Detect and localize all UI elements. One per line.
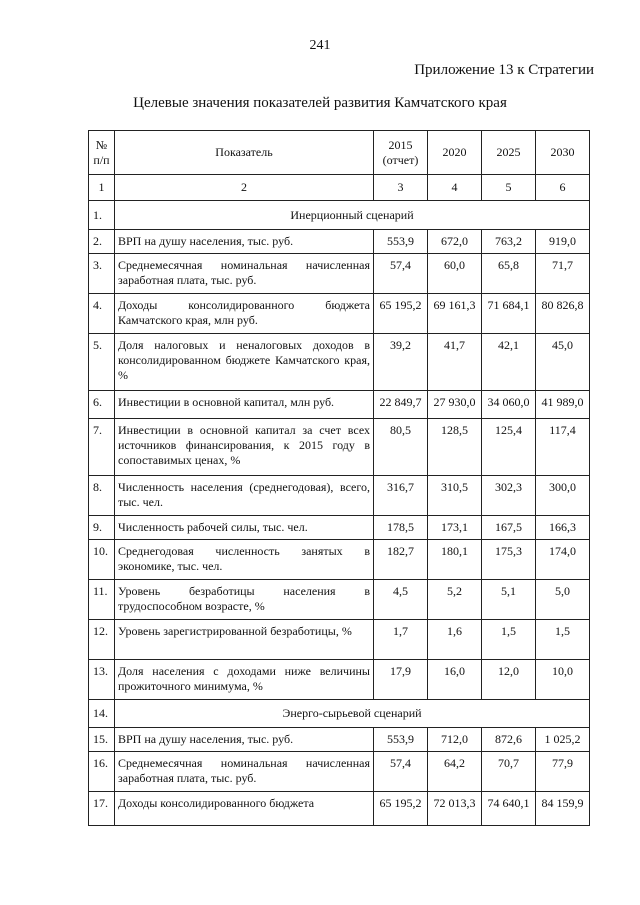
- value-cell: 180,1: [428, 540, 482, 580]
- indicator-label: Уровень зарегистрированной безработицы, %: [115, 620, 374, 660]
- header-2025: 2025: [482, 131, 536, 175]
- value-cell: 65 195,2: [374, 294, 428, 334]
- table-header-row: [89, 131, 590, 175]
- value-cell: 34 060,0: [482, 391, 536, 419]
- row-number: 7.: [89, 419, 115, 476]
- indicator-label: Доходы консолидированного бюджета: [115, 792, 374, 826]
- value-cell: 64,2: [428, 752, 482, 792]
- column-number: 1: [89, 175, 115, 201]
- value-cell: 65,8: [482, 254, 536, 294]
- value-cell: 71 684,1: [482, 294, 536, 334]
- value-cell: 65 195,2: [374, 792, 428, 826]
- value-cell: 4,5: [374, 580, 428, 620]
- value-cell: 80,5: [374, 419, 428, 476]
- value-cell: 74 640,1: [482, 792, 536, 826]
- value-cell: 5,0: [536, 580, 590, 620]
- indicator-label: Численность населения (среднегодовая), всего, тыс. чел.: [115, 476, 374, 516]
- row-number: 12.: [89, 620, 115, 660]
- value-cell: 316,7: [374, 476, 428, 516]
- value-cell: 77,9: [536, 752, 590, 792]
- indicator-label: Доходы консолидированного бюджета Камчатского края, млн руб.: [115, 294, 374, 334]
- value-cell: 41,7: [428, 334, 482, 391]
- value-cell: 5,1: [482, 580, 536, 620]
- table-row: [89, 391, 590, 419]
- table-row: [89, 580, 590, 620]
- indicator-label: Уровень безработицы населения в трудоспособном возрасте, %: [115, 580, 374, 620]
- value-cell: 69 161,3: [428, 294, 482, 334]
- value-cell: 60,0: [428, 254, 482, 294]
- header-2015: 2015 (отчет): [374, 131, 428, 175]
- table-row: [89, 620, 590, 660]
- value-cell: 17,9: [374, 660, 428, 700]
- table-row: [89, 752, 590, 792]
- indicator-label: ВРП на душу населения, тыс. руб.: [115, 230, 374, 254]
- row-number: 8.: [89, 476, 115, 516]
- value-cell: 16,0: [428, 660, 482, 700]
- value-cell: 174,0: [536, 540, 590, 580]
- indicator-label: Доля населения с доходами ниже величины прожиточного минимума, %: [115, 660, 374, 700]
- indicator-label: Инвестиции в основной капитал за счет всех источников финансирования, к 2015 году в сопоставимых ценах, %: [115, 419, 374, 476]
- value-cell: 71,7: [536, 254, 590, 294]
- value-cell: 310,5: [428, 476, 482, 516]
- column-number-row: [89, 175, 590, 201]
- row-number: 14.: [89, 700, 115, 728]
- value-cell: 1 025,2: [536, 728, 590, 752]
- value-cell: 22 849,7: [374, 391, 428, 419]
- column-number: 2: [115, 175, 374, 201]
- row-number: 11.: [89, 580, 115, 620]
- table-row: [89, 334, 590, 391]
- table-row: [89, 728, 590, 752]
- value-cell: 125,4: [482, 419, 536, 476]
- value-cell: 70,7: [482, 752, 536, 792]
- value-cell: 1,7: [374, 620, 428, 660]
- value-cell: 872,6: [482, 728, 536, 752]
- header-2020: 2020: [428, 131, 482, 175]
- indicator-label: Инвестиции в основной капитал, млн руб.: [115, 391, 374, 419]
- appendix-label: Приложение 13 к Стратегии: [414, 62, 594, 78]
- row-number: 13.: [89, 660, 115, 700]
- value-cell: 45,0: [536, 334, 590, 391]
- value-cell: 1,5: [482, 620, 536, 660]
- indicator-label: Среднемесячная номинальная начисленная заработная плата, тыс. руб.: [115, 254, 374, 294]
- value-cell: 84 159,9: [536, 792, 590, 826]
- table-row: [89, 540, 590, 580]
- value-cell: 1,5: [536, 620, 590, 660]
- value-cell: 919,0: [536, 230, 590, 254]
- value-cell: 553,9: [374, 728, 428, 752]
- row-number: 16.: [89, 752, 115, 792]
- value-cell: 182,7: [374, 540, 428, 580]
- value-cell: 300,0: [536, 476, 590, 516]
- value-cell: 553,9: [374, 230, 428, 254]
- indicators-table: [88, 130, 590, 826]
- column-number: 4: [428, 175, 482, 201]
- column-number: 3: [374, 175, 428, 201]
- value-cell: 57,4: [374, 752, 428, 792]
- section-title: Энерго-сырьевой сценарий: [115, 700, 590, 728]
- value-cell: 167,5: [482, 516, 536, 540]
- row-number: 4.: [89, 294, 115, 334]
- page-number: 241: [309, 38, 331, 53]
- table-row: [89, 516, 590, 540]
- table-row: [89, 476, 590, 516]
- table-row: [89, 660, 590, 700]
- indicator-label: Среднегодовая численность занятых в экономике, тыс. чел.: [115, 540, 374, 580]
- row-number: 5.: [89, 334, 115, 391]
- value-cell: 166,3: [536, 516, 590, 540]
- value-cell: 57,4: [374, 254, 428, 294]
- value-cell: 1,6: [428, 620, 482, 660]
- row-number: 10.: [89, 540, 115, 580]
- row-number: 6.: [89, 391, 115, 419]
- value-cell: 72 013,3: [428, 792, 482, 826]
- value-cell: 12,0: [482, 660, 536, 700]
- row-number: 3.: [89, 254, 115, 294]
- column-number: 5: [482, 175, 536, 201]
- row-number: 15.: [89, 728, 115, 752]
- value-cell: 763,2: [482, 230, 536, 254]
- value-cell: 10,0: [536, 660, 590, 700]
- table-row: [89, 294, 590, 334]
- value-cell: 117,4: [536, 419, 590, 476]
- document-title: Целевые значения показателей развития Камчатского края: [133, 95, 507, 111]
- value-cell: 27 930,0: [428, 391, 482, 419]
- column-number: 6: [536, 175, 590, 201]
- section-row: [89, 700, 590, 728]
- indicator-label: Численность рабочей силы, тыс. чел.: [115, 516, 374, 540]
- header-indicator: Показатель: [115, 131, 374, 175]
- value-cell: 128,5: [428, 419, 482, 476]
- value-cell: 39,2: [374, 334, 428, 391]
- value-cell: 80 826,8: [536, 294, 590, 334]
- table-row: [89, 230, 590, 254]
- section-title: Инерционный сценарий: [115, 201, 590, 230]
- value-cell: 41 989,0: [536, 391, 590, 419]
- table-row: [89, 792, 590, 826]
- value-cell: 178,5: [374, 516, 428, 540]
- value-cell: 712,0: [428, 728, 482, 752]
- row-number: 9.: [89, 516, 115, 540]
- row-number: 17.: [89, 792, 115, 826]
- value-cell: 173,1: [428, 516, 482, 540]
- header-no: № п/п: [89, 131, 115, 175]
- section-row: [89, 201, 590, 230]
- indicator-label: Среднемесячная номинальная начисленная заработная плата, тыс. руб.: [115, 752, 374, 792]
- table-row: [89, 419, 590, 476]
- value-cell: 5,2: [428, 580, 482, 620]
- value-cell: 175,3: [482, 540, 536, 580]
- indicator-label: Доля налоговых и неналоговых доходов в консолидированном бюджете Камчатского края, %: [115, 334, 374, 391]
- header-2030: 2030: [536, 131, 590, 175]
- value-cell: 672,0: [428, 230, 482, 254]
- row-number: 2.: [89, 230, 115, 254]
- value-cell: 302,3: [482, 476, 536, 516]
- row-number: 1.: [89, 201, 115, 230]
- value-cell: 42,1: [482, 334, 536, 391]
- table-row: [89, 254, 590, 294]
- indicator-label: ВРП на душу населения, тыс. руб.: [115, 728, 374, 752]
